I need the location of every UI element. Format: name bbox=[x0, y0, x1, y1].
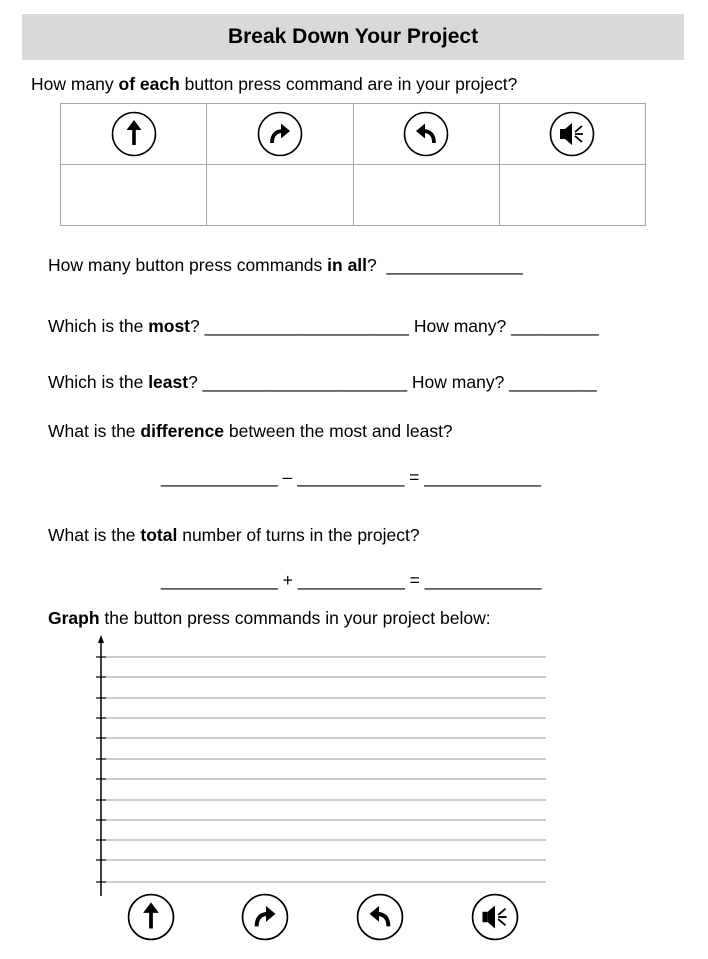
icon-cell-turn-right bbox=[207, 104, 353, 165]
question-least: Which is the least? _____________________ How many? _________ bbox=[48, 372, 597, 392]
command-count-table bbox=[60, 103, 646, 226]
question-difference: What is the difference between the most and least? bbox=[48, 421, 453, 441]
bar-graph-grid[interactable] bbox=[90, 634, 560, 904]
turn-right-arrow-icon bbox=[241, 893, 289, 941]
page-title: Break Down Your Project bbox=[22, 14, 684, 60]
answer-blank-in-all[interactable]: ______________ bbox=[386, 255, 523, 275]
answer-cell-sound[interactable] bbox=[499, 165, 645, 226]
icon-cell-turn-left bbox=[353, 104, 499, 165]
turn-right-arrow-icon bbox=[257, 111, 303, 157]
arrow-up-icon bbox=[127, 893, 175, 941]
arrow-up-icon bbox=[111, 111, 157, 157]
question-most: Which is the most? _____________________ How many? _________ bbox=[48, 316, 599, 336]
question-graph: Graph the button press commands in your project below: bbox=[48, 608, 491, 628]
question-in-all: How many button press commands in all? ______________ bbox=[48, 255, 523, 275]
icon-cell-forward bbox=[61, 104, 207, 165]
total-equation[interactable]: ____________ + ___________ = ____________ bbox=[161, 570, 542, 590]
icon-cell-sound bbox=[499, 104, 645, 165]
turn-left-arrow-icon bbox=[403, 111, 449, 157]
answer-cell-turn-right[interactable] bbox=[207, 165, 353, 226]
answer-cell-turn-left[interactable] bbox=[353, 165, 499, 226]
graph-gridlines bbox=[100, 657, 546, 882]
speaker-icon bbox=[471, 893, 519, 941]
graph-y-axis-arrow bbox=[98, 635, 104, 643]
speaker-icon bbox=[549, 111, 595, 157]
answer-row bbox=[61, 165, 646, 226]
difference-equation[interactable]: ____________ – ___________ = ____________ bbox=[161, 467, 542, 487]
turn-left-arrow-icon bbox=[356, 893, 404, 941]
answer-cell-forward[interactable] bbox=[61, 165, 207, 226]
icon-row bbox=[61, 104, 646, 165]
question-each: How many of each button press command are in your project? bbox=[31, 74, 518, 94]
question-total-turns: What is the total number of turns in the project? bbox=[48, 525, 420, 545]
